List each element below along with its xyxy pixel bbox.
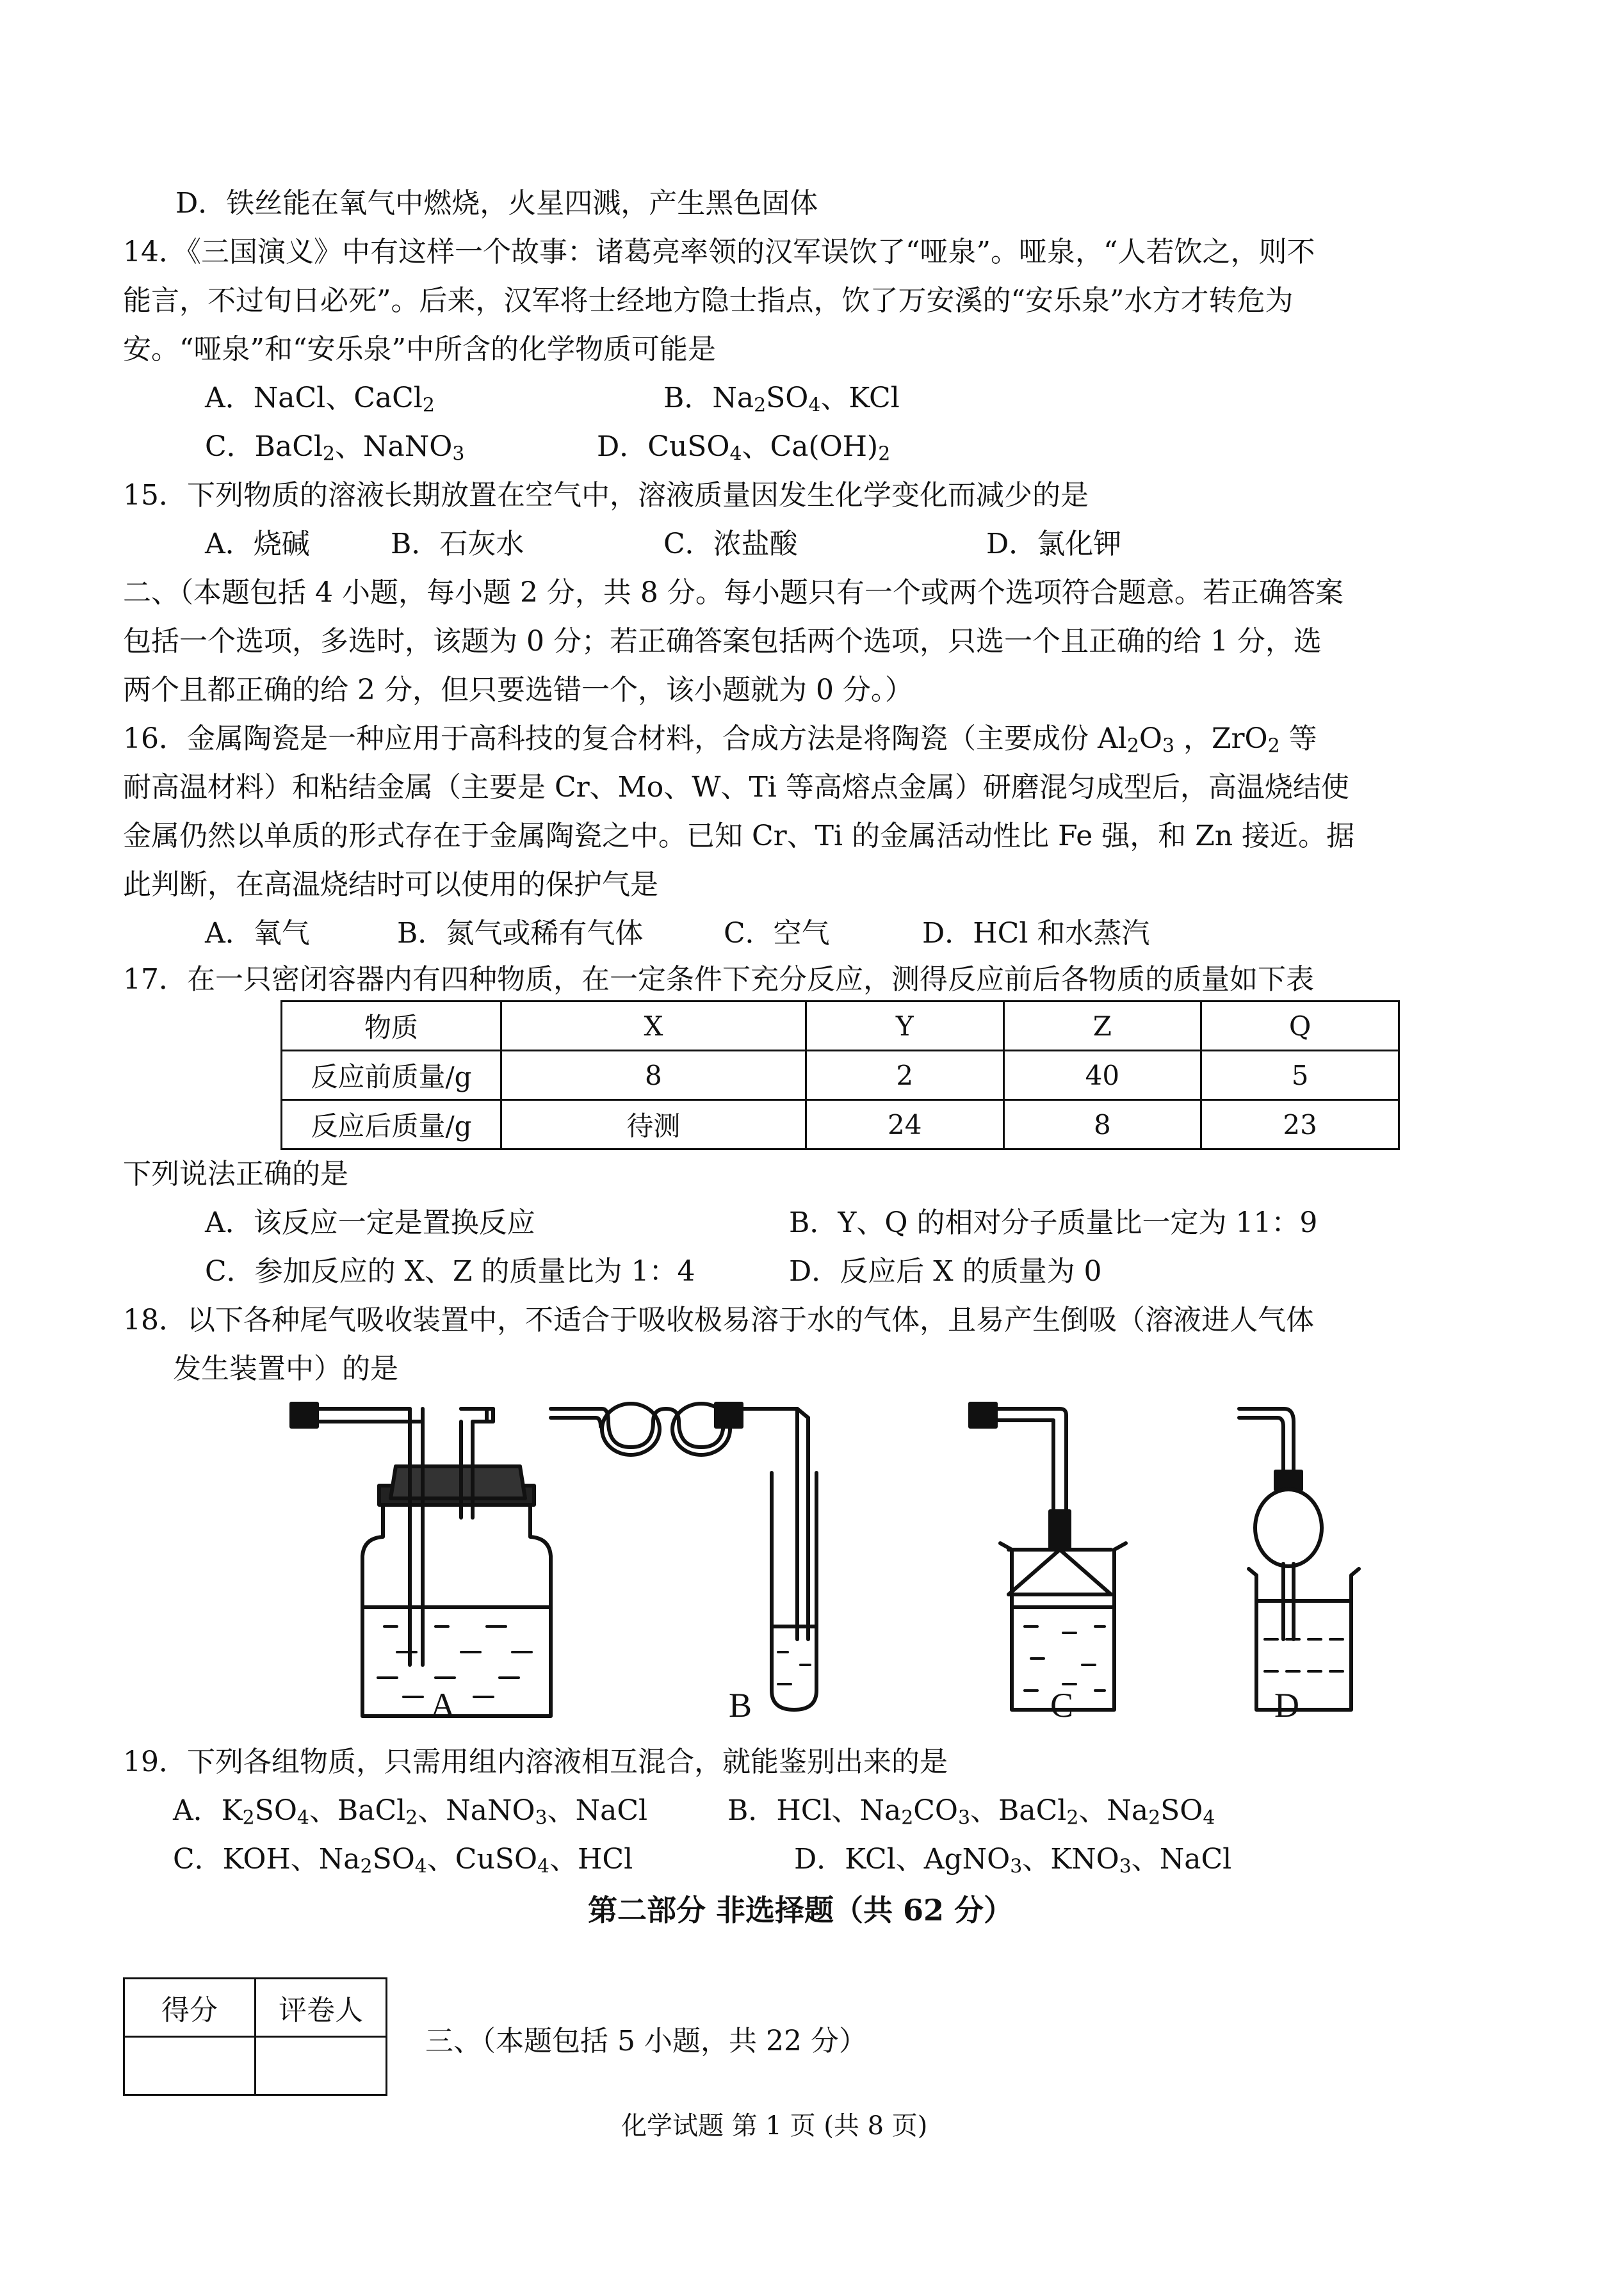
q19-option-a: A．$K_2SO_4$、BaCl$_2$、NaNO$_3$、NaCl — [173, 1794, 648, 1829]
table-cell: 2 — [806, 1051, 1003, 1100]
table-row — [282, 1051, 1399, 1100]
q15-option-a: A．烧碱 — [205, 528, 310, 560]
q14-stem-line1: 14．《三国演义》中有这样一个故事：诸葛亮率领的汉军误饮了“哑泉”。哑泉，“人若饮之，则不 — [123, 236, 1315, 268]
grader-label: 评卷人 — [256, 1979, 387, 2037]
figure-label-d: D — [1274, 1686, 1299, 1724]
q19-option-c: C．KOH、$Na_2SO_4$、CuSO$_4$、HCl — [173, 1843, 633, 1878]
page-footer: 化学试题 第 1 页 (共 8 页) — [621, 2111, 928, 2141]
q14-stem-line3: 安。“哑泉”和“安乐泉”中所含的化学物质可能是 — [123, 333, 716, 366]
q16-stem-line4: 此判断，在高温烧结时可以使用的保护气是 — [123, 868, 658, 901]
q15-option-b: B．石灰水 — [391, 528, 524, 560]
table-cell: 40 — [1003, 1051, 1201, 1100]
figure-label-b: B — [729, 1686, 752, 1724]
q16-option-d: D．HCl 和水蒸汽 — [922, 917, 1150, 950]
apparatus-b-bulb-and-test-tube — [551, 1404, 816, 1710]
q17-option-d: D．反应后 X 的质量为 0 — [789, 1255, 1102, 1288]
table-cell: 物质 — [282, 1002, 501, 1051]
score-box — [123, 1977, 387, 2096]
q16-option-c: C．空气 — [724, 917, 830, 950]
q16-stem-line2: 耐高温材料）和粘结金属（主要是 Cr、Mo、W、Ti 等高熔点金属）研磨混匀成型后，高温烧结使 — [123, 771, 1349, 804]
table-cell: Q — [1201, 1002, 1399, 1051]
q14-option-c: C．BaCl$_2$、NaNO$_3$ — [205, 430, 465, 466]
q17-option-b: B．Y、Q 的相对分子质量比一定为 11：9 — [789, 1206, 1318, 1239]
q19-option-d: D．KCl、AgNO$_3$、$KNO_3$、NaCl — [794, 1843, 1232, 1878]
table-cell: Y — [806, 1002, 1003, 1051]
table-cell: 5 — [1201, 1051, 1399, 1100]
q19-stem: 19．下列各组物质，只需用组内溶液相互混合，就能鉴别出来的是 — [123, 1746, 948, 1778]
q14-option-d: D．CuSO$_4$、$Ca(OH)_2$ — [597, 430, 891, 466]
table-cell: 24 — [806, 1100, 1003, 1149]
score-entry-cell[interactable] — [124, 2037, 256, 2095]
table-row — [282, 1100, 1399, 1149]
q17-stem: 17．在一只密闭容器内有四种物质，在一定条件下充分反应，测得反应前后各物质的质量如下表 — [123, 963, 1314, 996]
table-cell: Z — [1003, 1002, 1201, 1051]
q15-stem: 15．下列物质的溶液长期放置在空气中，溶液质量因发生化学变化而减少的是 — [123, 479, 1089, 512]
grader-entry-cell[interactable] — [256, 2037, 387, 2095]
q18-apparatus-figure — [0, 1396, 1624, 1729]
table-cell: 8 — [501, 1051, 806, 1100]
q18-stem-line1: 18．以下各种尾气吸收装置中，不适合于吸收极易溶于水的气体，且易产生倒吸（溶液进人气体 — [123, 1304, 1314, 1336]
q18-stem-line2: 发生装置中）的是 — [173, 1352, 398, 1385]
table-cell: X — [501, 1002, 806, 1051]
section2-intro-line1: 二、（本题包括 4 小题，每小题 2 分，共 8 分。每小题只有一个或两个选项符合题意。若正确答案 — [123, 576, 1344, 609]
section2-intro-line2: 包括一个选项，多选时，该题为 0 分；若正确答案包括两个选项，只选一个且正确的给 1 分，选 — [123, 625, 1322, 658]
table-cell: 反应前质量/g — [282, 1051, 501, 1100]
q14-option-a: A．NaCl、CaCl$_2$ — [205, 382, 435, 417]
q17-prompt: 下列说法正确的是 — [123, 1158, 348, 1190]
part2-title: 第二部分 非选择题（共 62 分） — [588, 1893, 1014, 1927]
section3-title: 三、（本题包括 5 小题，共 22 分） — [425, 2025, 867, 2057]
q14-option-b: B．$Na_2SO_4$、KCl — [663, 382, 900, 417]
score-label: 得分 — [124, 1979, 256, 2037]
q15-option-c: C．浓盐酸 — [663, 528, 798, 560]
q17-option-c: C．参加反应的 X、Z 的质量比为 1：4 — [205, 1255, 695, 1288]
q16-option-a: A．氧气 — [205, 917, 310, 950]
q17-option-a: A．该反应一定是置换反应 — [205, 1206, 535, 1239]
q16-option-b: B．氮气或稀有气体 — [397, 917, 644, 950]
table-cell: 反应后质量/g — [282, 1100, 501, 1149]
section2-intro-line3: 两个且都正确的给 2 分，但只要选错一个，该小题就为 0 分。） — [123, 674, 913, 706]
q15-option-d: D．氯化钾 — [986, 528, 1122, 560]
figure-label-c: C — [1050, 1686, 1074, 1724]
q16-stem-line1: 16．金属陶瓷是一种应用于高科技的复合材料，合成方法是将陶瓷（主要成份 $Al_2O_3$ ，ZrO$_2$ 等 — [123, 722, 1317, 758]
table-header-row — [282, 1002, 1399, 1051]
q16-stem-line3: 金属仍然以单质的形式存在于金属陶瓷之中。已知 Cr、Ti 的金属活动性比 Fe 强，和 Zn 接近。据 — [123, 820, 1355, 852]
q17-mass-table — [280, 1000, 1400, 1150]
table-cell: 待测 — [501, 1100, 806, 1149]
apparatus-a-wash-bottle — [291, 1404, 551, 1716]
apparatus-c-funnel-beaker — [970, 1404, 1126, 1710]
q13-option-d: D．铁丝能在氧气中燃烧，火星四溅，产生黑色固体 — [175, 187, 818, 220]
q19-option-b: B．HCl、$Na_2CO_3$、BaCl$_2$、$Na_2SO_4$ — [727, 1794, 1215, 1829]
q14-stem-line2: 能言，不过旬日必死”。后来，汉军将士经地方隐士指点，饮了万安溪的“安乐泉”水方才转危为 — [123, 284, 1294, 317]
table-cell: 23 — [1201, 1100, 1399, 1149]
apparatus-d-inverted-bulb-beaker — [1239, 1409, 1359, 1710]
figure-label-a: A — [430, 1686, 455, 1724]
table-cell: 8 — [1003, 1100, 1201, 1149]
